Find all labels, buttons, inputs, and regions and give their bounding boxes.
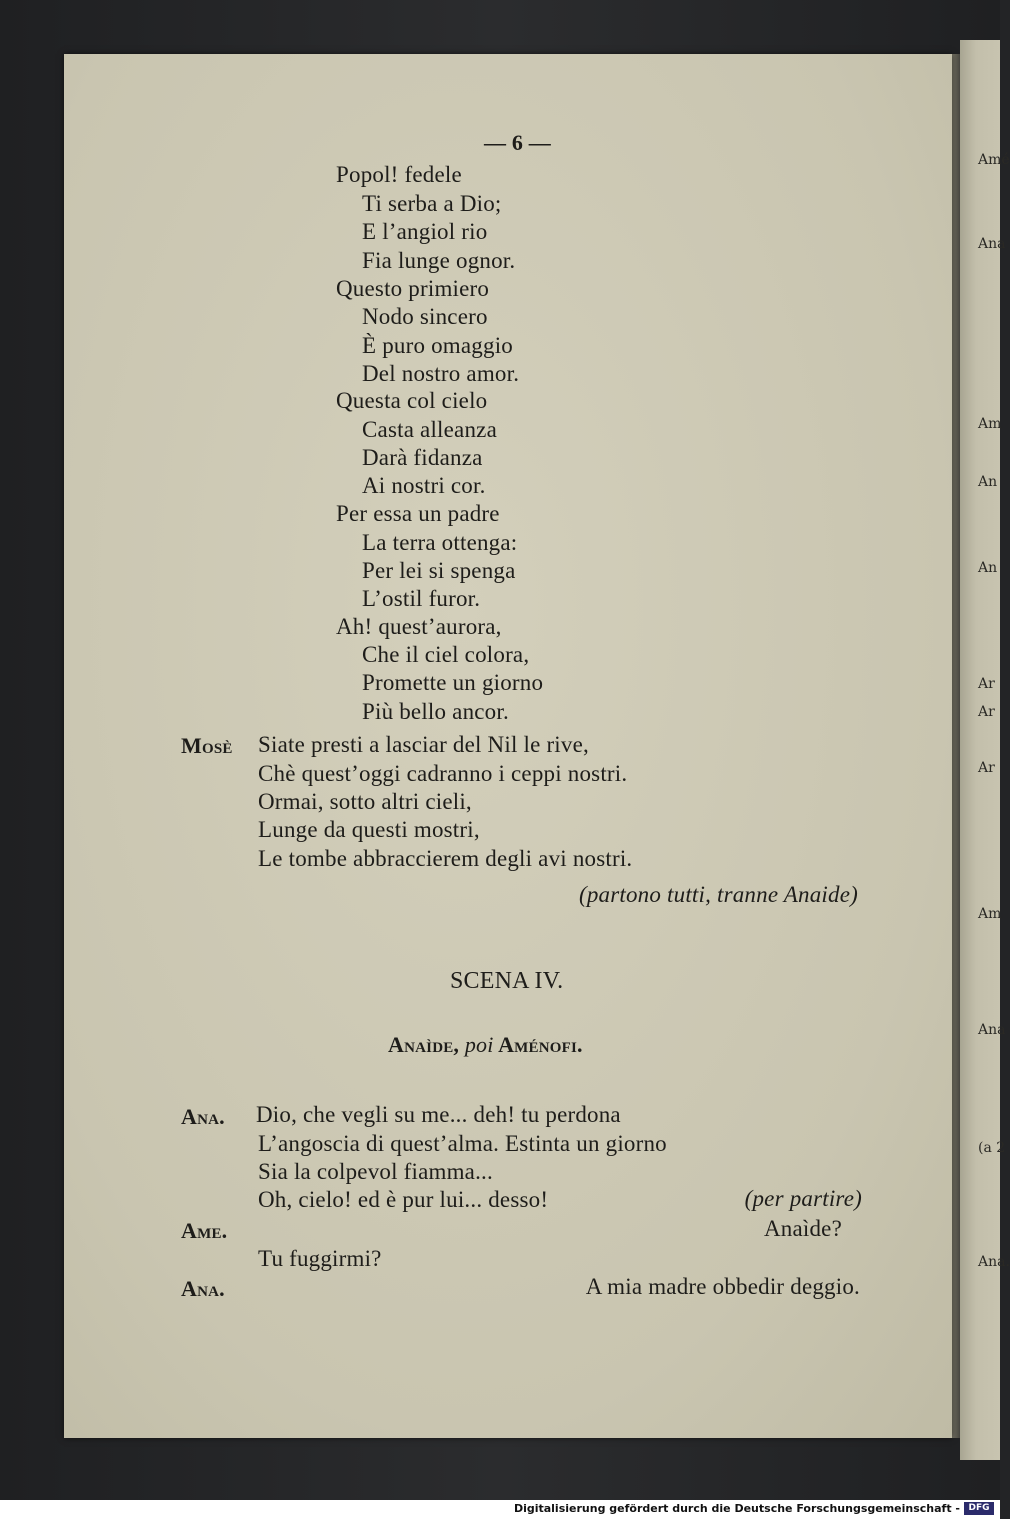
footer-bar xyxy=(0,1500,1000,1519)
funding-credit: Digitalisierung gefördert durch die Deutsche Forschungsgemeinschaft - xyxy=(513,1502,960,1515)
conjunction-poi: poi xyxy=(464,1032,494,1057)
speaker-ame: Ame. xyxy=(181,1218,228,1243)
chorus-line: Popol! fedele xyxy=(336,162,462,187)
chorus-line: Questo primiero xyxy=(336,276,490,301)
chorus-line: Questa col cielo xyxy=(336,388,488,413)
page-number: — 6 — xyxy=(484,130,551,155)
chorus-line: E l’angiol rio xyxy=(362,219,488,244)
adjacent-page-edge xyxy=(960,40,1010,1460)
speaker-ana: Ana. xyxy=(181,1104,225,1129)
chorus-line: Ti serba a Dio; xyxy=(362,191,502,216)
stage-direction: (partono tutti, tranne Anaide) xyxy=(578,882,858,907)
ame-line: Anaìde? xyxy=(763,1216,842,1241)
ame-line: Tu fuggirmi? xyxy=(258,1246,382,1271)
edge-fragment: Ar xyxy=(978,760,995,776)
chorus-line: L’ostil furor. xyxy=(362,586,481,611)
edge-fragment: (a 2 xyxy=(978,1140,1006,1156)
speaker-mose: Mosè xyxy=(181,733,233,758)
dfg-logo: DFG xyxy=(964,1502,994,1515)
document-page xyxy=(64,54,952,1438)
chorus-line: Del nostro amor. xyxy=(362,361,520,386)
edge-fragment: An xyxy=(978,560,998,576)
stage-direction: (per partire) xyxy=(744,1186,862,1211)
edge-fragment: An xyxy=(978,474,998,490)
chorus-line: Ah! quest’aurora, xyxy=(336,614,502,639)
scene-characters xyxy=(388,1032,583,1058)
chorus-line: Per lei si spenga xyxy=(362,558,516,583)
mose-line: Ormai, sotto altri cieli, xyxy=(258,789,472,814)
edge-fragment: Amé xyxy=(978,152,1010,168)
character-anaide: Anaìde, xyxy=(388,1032,460,1057)
ana-line: Oh, cielo! ed è pur lui... desso! xyxy=(258,1187,549,1212)
speaker-ana: Ana. xyxy=(181,1276,225,1301)
edge-fragment: Am xyxy=(978,906,1002,922)
chorus-line: Fia lunge ognor. xyxy=(362,248,516,273)
edge-fragment: Ar xyxy=(978,676,995,692)
chorus-line: Promette un giorno xyxy=(362,670,544,695)
chorus-line: Nodo sincero xyxy=(362,304,488,329)
chorus-line: Più bello ancor. xyxy=(362,699,509,724)
edge-fragment: Am xyxy=(978,416,1002,432)
chorus-line: La terra ottenga: xyxy=(362,530,518,555)
chorus-line: Casta alleanza xyxy=(362,417,497,442)
edge-fragment: Ana xyxy=(978,1022,1006,1038)
chorus-line: È puro omaggio xyxy=(362,333,513,358)
edge-fragment: Ana xyxy=(978,236,1006,252)
ana-line: A mia madre obbedir deggio. xyxy=(585,1274,860,1299)
chorus-line: Ai nostri cor. xyxy=(362,473,486,498)
mose-line: Siate presti a lasciar del Nil le rive, xyxy=(258,732,589,757)
mose-line: Le tombe abbraccierem degli avi nostri. xyxy=(258,846,633,871)
scene-title: SCENA IV. xyxy=(450,968,564,994)
ana-line: L’angoscia di quest’alma. Estinta un giorno xyxy=(258,1131,667,1156)
ana-line: Sia la colpevol fiamma... xyxy=(258,1159,493,1184)
mose-line: Chè quest’oggi cadranno i ceppi nostri. xyxy=(258,761,628,786)
edge-fragment: Ar xyxy=(978,704,995,720)
chorus-line: Che il ciel colora, xyxy=(362,642,530,667)
edge-fragment: Ana. xyxy=(978,1254,1010,1270)
ana-line: Dio, che vegli su me... deh! tu perdona xyxy=(256,1102,621,1127)
chorus-line: Darà fidanza xyxy=(362,445,483,470)
mose-line: Lunge da questi mostri, xyxy=(258,817,480,842)
character-amenofi: Aménofi. xyxy=(498,1032,583,1057)
chorus-line: Per essa un padre xyxy=(336,501,500,526)
